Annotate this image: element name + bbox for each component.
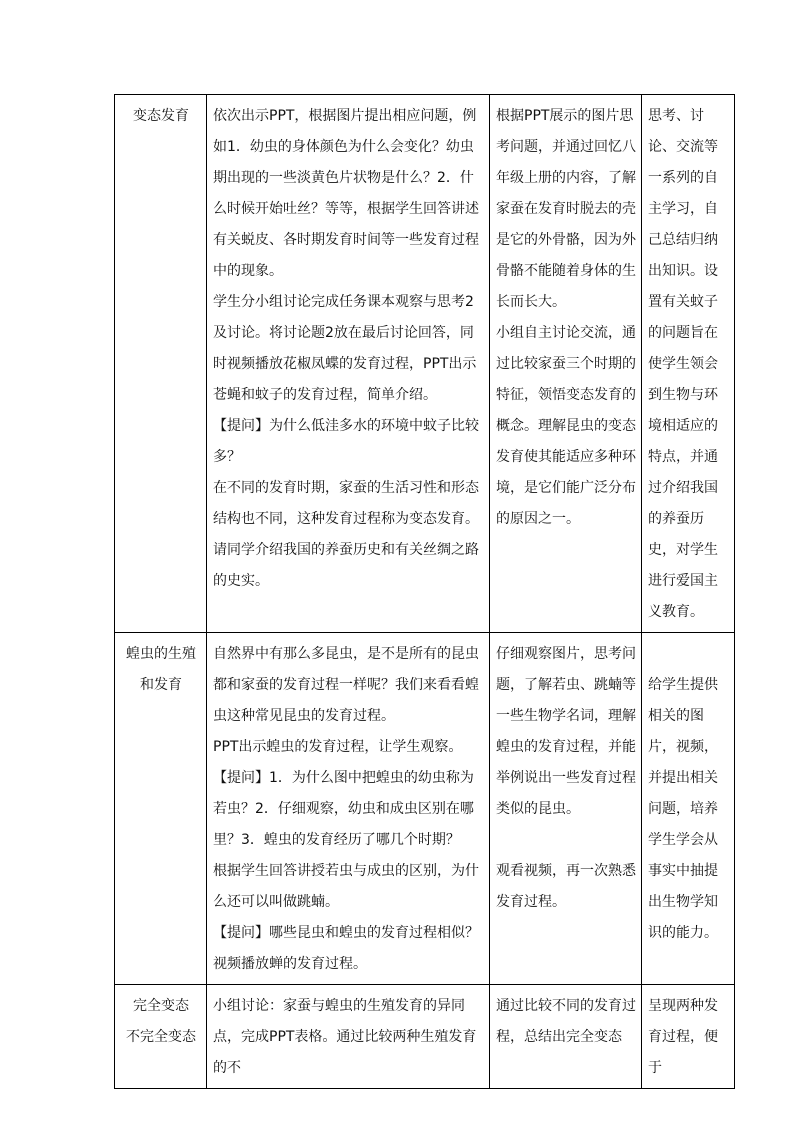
- topic-cell: [115, 633, 207, 985]
- student-activity-cell: [490, 95, 642, 633]
- paragraph: 【提问】为什么低洼多水的环境中蚊子比较多？: [213, 418, 479, 465]
- table-row: [115, 985, 735, 1089]
- topic-line: 变态发育: [133, 108, 189, 124]
- topic-cell: [115, 95, 207, 633]
- teacher-activity-cell: [207, 95, 490, 633]
- topic-line: 蝗虫的生殖: [126, 646, 196, 662]
- table-row: [115, 633, 735, 985]
- paragraph: 根据学生回答讲授若虫与成虫的区别，为什么还可以叫做跳蝻。: [213, 863, 479, 910]
- design-intent-cell: [642, 633, 735, 985]
- paragraph: 思考、讨论、交流等一系列的自主学习，自己总结归纳出知识。设置有关蚊子的问题旨在使学生领会到生物与环境相适应的特点，并通过介绍我国的养蚕历史，对学生进行爱国主义教育。: [648, 108, 718, 620]
- paragraph: 小组自主讨论交流，通过比较家蚕三个时期的特征，领悟变态发育的概念。理解昆虫的变态发育使其能适应多种环境，是它们能广泛分布的原因之一。: [496, 325, 636, 527]
- table-row: [115, 95, 735, 633]
- paragraph: 呈现两种发育过程，便于: [648, 998, 718, 1076]
- paragraph: 学生分小组讨论完成任务课本观察与思考2及讨论。将讨论题2放在最后讨论回答，同时视频播放花椒凤蝶的发育过程，PPT出示苍蝇和蚊子的发育过程，简单介绍。: [213, 294, 477, 403]
- paragraph: 小组讨论：家蚕与蝗虫的生殖发育的异同点，完成PPT表格。通过比较两种生殖发育的不: [213, 998, 477, 1076]
- paragraph: 在不同的发育时期，家蚕的生活习性和形态结构也不同，这种发育过程称为变态发育。: [213, 480, 479, 527]
- spacer: [648, 639, 729, 670]
- student-activity-cell: [490, 633, 642, 985]
- lesson-plan-table: [114, 94, 735, 1089]
- topic-line: 和发育: [140, 677, 182, 693]
- design-intent-cell: [642, 985, 735, 1089]
- paragraph: 给学生提供相关的图片，视频，并提出相关问题，培养学生学会从事实中抽提出生物学知识的能力。: [648, 677, 718, 941]
- design-intent-cell: [642, 95, 735, 633]
- paragraph: PPT出示蝗虫的发育过程，让学生观察。: [213, 739, 463, 755]
- topic-cell: [115, 985, 207, 1089]
- teacher-activity-cell: [207, 633, 490, 985]
- paragraph: 依次出示PPT，根据图片提出相应问题，例如1．幼虫的身体颜色为什么会变化？幼虫期出现的一些淡黄色片状物是什么？2．什么时候开始吐丝？等等，根据学生回答讲述有关蜕皮、各时期发育时间等一些发育过程中的现象。: [213, 108, 479, 279]
- paragraph: 根据PPT展示的图片思考问题，并通过回忆八年级上册的内容，了解家蚕在发育时脱去的壳是它的外骨骼，因为外骨骼不能随着身体的生长而长大。: [496, 108, 636, 310]
- student-activity-cell: [490, 985, 642, 1089]
- paragraph: 通过比较不同的发育过程，总结出完全变态: [496, 998, 636, 1045]
- teacher-activity-cell: [207, 985, 490, 1089]
- paragraph: 仔细观察图片，思考问题，了解若虫、跳蝻等一些生物学名词，理解蝗虫的发育过程，并能举例说出一些发育过程类似的昆虫。: [496, 646, 636, 817]
- spacer: [496, 825, 636, 856]
- paragraph: 【提问】哪些昆虫和蝗虫的发育过程相似？视频播放蝉的发育过程。: [213, 925, 479, 972]
- paragraph: 【提问】1．为什么图中把蝗虫的幼虫称为若虫？2．仔细观察，幼虫和成虫区别在哪里？3．蝗虫的发育经历了哪几个时期？: [213, 770, 474, 848]
- paragraph: 观看视频，再一次熟悉发育过程。: [496, 863, 636, 910]
- paragraph: 自然界中有那么多昆虫，是不是所有的昆虫都和家蚕的发育过程一样呢？我们来看看蝗虫这种常见昆虫的发育过程。: [213, 646, 479, 724]
- paragraph: 请同学介绍我国的养蚕历史和有关丝绸之路的史实。: [213, 542, 479, 589]
- topic-line: 完全变态: [133, 998, 189, 1014]
- topic-line: 不完全变态: [126, 1029, 196, 1045]
